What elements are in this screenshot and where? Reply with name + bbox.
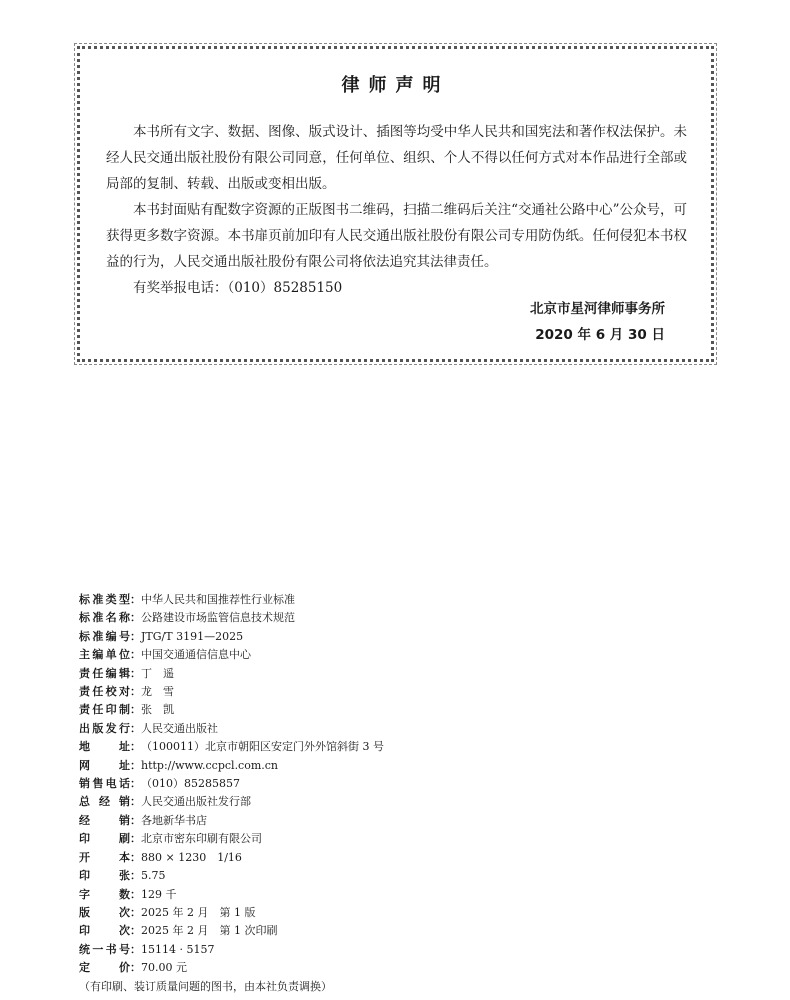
cip-label: 销 售 电 话 <box>79 777 130 791</box>
cip-label: 责 任 校 对 <box>79 685 130 699</box>
cip-value: （100011）北京市朝阳区安定门外外馆斜街 3 号 <box>141 740 384 754</box>
cip-label: 地 址 <box>79 740 130 754</box>
cip-label: 标 准 名 称 <box>79 611 130 625</box>
cip-value: 北京市密东印刷有限公司 <box>141 832 262 846</box>
notice-paragraph-copyright: 本书所有文字、数据、图像、版式设计、插图等均受中华人民共和国宪法和著作权法保护。未经人民交通出版社股份有限公司同意，任何单位、组织、个人不得以任何方式对本作品进行全部或局部的复制、转载、出版或变相出版。 <box>106 124 687 192</box>
cip-label: 定 价 <box>79 961 130 975</box>
cip-value: 人民交通出版社 <box>141 721 218 735</box>
cip-row: 责 任 校 对 ： 龙 雪 <box>79 683 499 701</box>
cip-label: 网 址 <box>79 758 130 772</box>
cip-label: 印 次 <box>79 924 130 938</box>
cip-label: 版 次 <box>79 905 130 919</box>
notice-title: 律师声明 <box>341 75 450 96</box>
notice-body <box>106 119 687 301</box>
cip-label: 开 本 <box>79 850 130 864</box>
cip-row: 责 任 编 辑 ： 丁 遥 <box>79 665 499 683</box>
cip-label: 印 张 <box>79 869 130 883</box>
cip-label: 印 刷 <box>79 832 130 846</box>
cip-row: 销 售 电 话 ： （010）85285857 <box>79 775 499 793</box>
cip-value: 70.00 元 <box>141 961 187 975</box>
legal-notice-frame <box>77 46 714 362</box>
cip-label: 标 准 编 号 <box>79 629 130 643</box>
cip-value: 张 凯 <box>141 703 174 717</box>
cip-row: 网 址 ： http://www.ccpcl.com.cn <box>79 757 499 775</box>
notice-paragraph-hotline: 有奖举报电话：（010）85285150 <box>133 280 343 296</box>
cip-label: 字 数 <box>79 887 130 901</box>
cip-rows <box>79 591 499 978</box>
cip-value: http://www.ccpcl.com.cn <box>141 758 279 772</box>
cip-row: 印 次 ： 2025 年 2 月 第 1 次印刷 <box>79 922 499 940</box>
cip-value: 15114 · 5157 <box>141 942 215 956</box>
cip-label: 出 版 发 行 <box>79 721 130 735</box>
cip-label: 统 一 书 号 <box>79 942 130 956</box>
cip-row: 开 本 ： 880 × 1230 1/16 <box>79 849 499 867</box>
cip-label: 经 销 <box>79 813 130 827</box>
cip-label: 责 任 印 制 <box>79 703 130 717</box>
cip-row: 地 址 ： （100011）北京市朝阳区安定门外外馆斜街 3 号 <box>79 738 499 756</box>
cip-row: 经 销 ： 各地新华书店 <box>79 812 499 830</box>
cip-row: 责 任 印 制 ： 张 凯 <box>79 701 499 719</box>
cip-value: 公路建设市场监管信息技术规范 <box>141 611 295 625</box>
cip-value: （010）85285857 <box>141 777 240 791</box>
notice-signer: 北京市星河律师事务所 <box>530 301 665 317</box>
cip-row: 字 数 ： 129 千 <box>79 886 499 904</box>
cip-value: 丁 遥 <box>141 666 174 680</box>
cip-row: 出 版 发 行 ： 人民交通出版社 <box>79 720 499 738</box>
cip-value: 中华人民共和国推荐性行业标准 <box>141 593 295 606</box>
cip-value: 880 × 1230 1/16 <box>141 850 242 864</box>
cip-row: 标 准 编 号 ： JTG/T 3191—2025 <box>79 628 499 646</box>
cip-value: 129 千 <box>141 887 177 901</box>
cip-value: JTG/T 3191—2025 <box>141 629 244 643</box>
cip-note: （有印刷、装订质量问题的图书，由本社负责调换） <box>79 979 332 993</box>
notice-paragraph-anticounterfeit: 本书封面贴有配数字资源的正版图书二维码，扫描二维码后关注“交通社公路中心”公众号，可获得更多数字资源。本书扉页前加印有人民交通出版社股份有限公司专用防伪纸。任何侵犯本书权益的行为，人民交通出版社股份有限公司将依法追究其法律责任。 <box>106 202 687 270</box>
cip-value: 各地新华书店 <box>141 813 207 827</box>
cip-row: 印 刷 ： 北京市密东印刷有限公司 <box>79 830 499 848</box>
cip-data-block <box>79 591 499 996</box>
cip-value: 人民交通出版社发行部 <box>141 795 251 809</box>
cip-row: 主 编 单 位 ： 中国交通通信信息中心 <box>79 646 499 664</box>
cip-row: 版 次 ： 2025 年 2 月 第 1 版 <box>79 904 499 922</box>
cip-row: 统 一 书 号 ： 15114 · 5157 <box>79 941 499 959</box>
notice-signature <box>530 296 665 348</box>
cip-row: 定 价 ： 70.00 元 <box>79 959 499 977</box>
cip-label: 标 准 类 型 <box>79 593 130 606</box>
cip-row: 总 经 销 ： 人民交通出版社发行部 <box>79 793 499 811</box>
cip-row: 标 准 类 型 ： 中华人民共和国推荐性行业标准 <box>79 591 499 609</box>
cip-label: 主 编 单 位 <box>79 648 130 662</box>
cip-value: 2025 年 2 月 第 1 版 <box>141 905 256 919</box>
cip-value: 2025 年 2 月 第 1 次印刷 <box>141 924 278 938</box>
notice-date: 2020 年 6 月 30 日 <box>535 327 665 343</box>
cip-row: 印 张 ： 5.75 <box>79 867 499 885</box>
cip-label: 责 任 编 辑 <box>79 666 130 680</box>
cip-value: 中国交通通信信息中心 <box>141 648 251 662</box>
cip-row: 标 准 名 称 ： 公路建设市场监管信息技术规范 <box>79 609 499 627</box>
cip-value: 龙 雪 <box>141 685 174 699</box>
cip-value: 5.75 <box>141 869 166 883</box>
cip-label: 总 经 销 <box>79 795 130 809</box>
